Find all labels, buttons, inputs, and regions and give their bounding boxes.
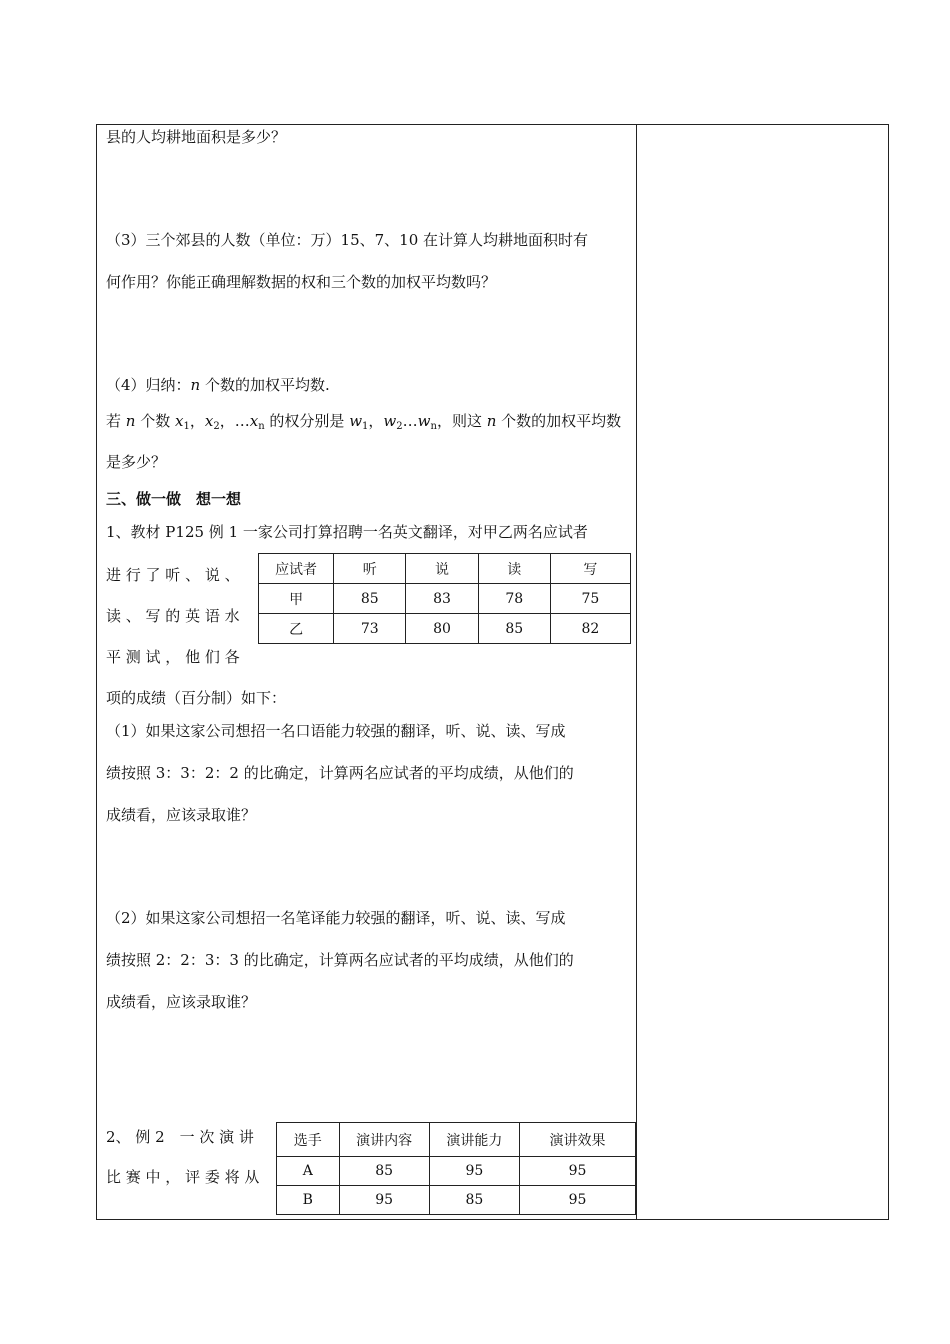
table-header-row xyxy=(277,1123,636,1157)
column-divider xyxy=(636,124,637,1220)
table-cell: 写 xyxy=(550,554,630,584)
text-line: 进 行 了 听 、 说 、 xyxy=(106,566,240,584)
text-line: 绩按照 2：2：3：3 的比确定，计算两名应试者的平均成绩，从他们的 xyxy=(106,951,574,969)
section-heading: 三、做一做 想一想 xyxy=(106,490,242,508)
table-cell: 演讲内容 xyxy=(339,1123,429,1157)
table-cell: 75 xyxy=(550,584,630,614)
table-cell: 读 xyxy=(478,554,550,584)
table-cell: 85 xyxy=(334,584,406,614)
table-cell: 78 xyxy=(478,584,550,614)
text-line: 成绩看，应该录取谁？ xyxy=(106,993,257,1011)
score-table-1 xyxy=(258,553,631,644)
table-cell: 85 xyxy=(339,1157,429,1186)
score-table-2 xyxy=(276,1122,636,1215)
text-line: （1）如果这家公司想招一名口语能力较强的翻译，听、说、读、写成 xyxy=(106,722,566,740)
table-cell: 85 xyxy=(478,614,550,644)
table-cell: 说 xyxy=(406,554,478,584)
table-cell: 95 xyxy=(429,1157,519,1186)
text-line: 1、教材 P125 例 1 一家公司打算招聘一名英文翻译，对甲乙两名应试者 xyxy=(106,523,588,541)
text-line: 平 测 试 ， 他 们 各 xyxy=(106,648,240,666)
text-line: 县的人均耕地面积是多少？ xyxy=(106,128,287,146)
table-cell: 95 xyxy=(520,1186,636,1215)
text-line: 绩按照 3：3：2：2 的比确定，计算两名应试者的平均成绩，从他们的 xyxy=(106,764,574,782)
text-line: 何作用？你能正确理解数据的权和三个数的加权平均数吗？ xyxy=(106,273,497,291)
table-row xyxy=(277,1186,636,1215)
table-cell: A xyxy=(277,1157,340,1186)
table-row xyxy=(259,584,631,614)
table-cell: 95 xyxy=(339,1186,429,1215)
table-cell: 83 xyxy=(406,584,478,614)
table-cell: 演讲能力 xyxy=(429,1123,519,1157)
text-line: （3）三个郊县的人数（单位：万）15、7、10 在计算人均耕地面积时有 xyxy=(106,231,589,249)
table-cell: 演讲效果 xyxy=(520,1123,636,1157)
text-line: 成绩看，应该录取谁？ xyxy=(106,806,257,824)
table-cell: 73 xyxy=(334,614,406,644)
text-line: 若 n 个数 $x_1$，$x_2$，$\dots x_n$ 的权分别是 $w_1$，$w_2\dots w_n$，则这 n 个数的加权平均数 xyxy=(106,412,622,432)
text-line: 项的成绩（百分制）如下： xyxy=(106,689,287,707)
table-cell: 选手 xyxy=(277,1123,340,1157)
table-row xyxy=(277,1157,636,1186)
table-header-row xyxy=(259,554,631,584)
text-line: （2）如果这家公司想招一名笔译能力较强的翻译，听、说、读、写成 xyxy=(106,909,566,927)
text-line: 读 、 写 的 英 语 水 xyxy=(106,607,240,625)
table-cell: B xyxy=(277,1186,340,1215)
table-cell: 甲 xyxy=(259,584,334,614)
table-cell: 应试者 xyxy=(259,554,334,584)
table-cell: 85 xyxy=(429,1186,519,1215)
text-line: 是多少？ xyxy=(106,453,167,471)
table-cell: 80 xyxy=(406,614,478,644)
table-cell: 95 xyxy=(520,1157,636,1186)
text-line: （4）归纳：n 个数的加权平均数. xyxy=(106,376,330,394)
table-row xyxy=(259,614,631,644)
table-cell: 82 xyxy=(550,614,630,644)
table-cell: 乙 xyxy=(259,614,334,644)
text-line: 比 赛 中 ， 评 委 将 从 xyxy=(106,1168,260,1186)
text-line: 2、 例 2 一 次 演 讲 xyxy=(106,1128,254,1146)
table-cell: 听 xyxy=(334,554,406,584)
